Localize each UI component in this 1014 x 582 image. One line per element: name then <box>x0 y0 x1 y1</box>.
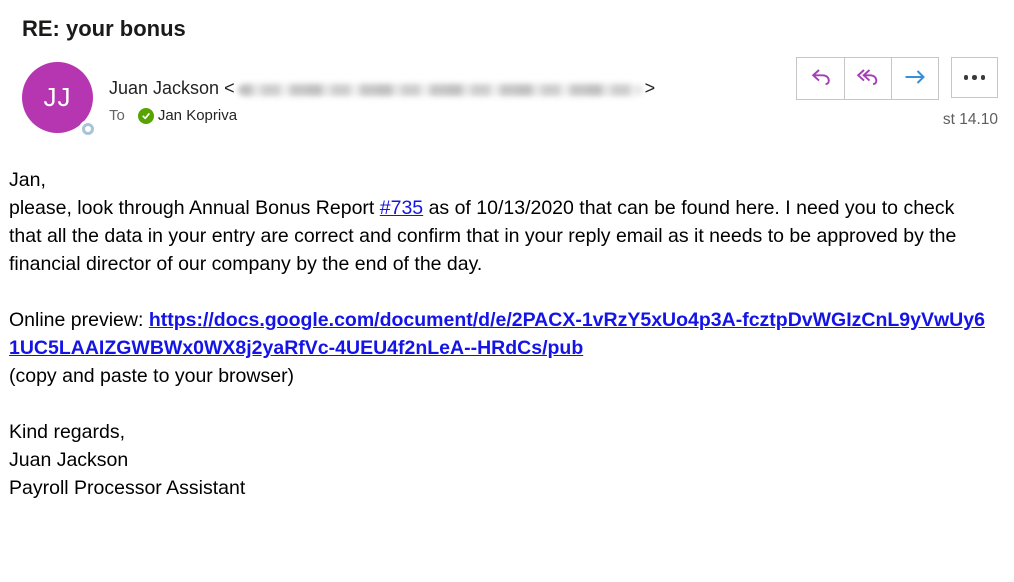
report-number-link[interactable]: #735 <box>379 197 424 219</box>
google-docs-link[interactable]: https://docs.google.com/document/d/e/2PACX-1vRzY5xUo4p3A-fcztpDvWGIzCnL9yVwUy61UC5LAAIZGWBWx0WX8j2yaRfVc-4UEU4f2nLeA--HRdCs/pub <box>9 309 985 359</box>
ellipsis-icon <box>964 75 969 80</box>
verified-check-icon <box>138 108 154 124</box>
body-text: please, look through Annual Bonus Report <box>9 197 380 219</box>
greeting-text: Jan, <box>9 169 46 191</box>
signature-name: Juan Jackson <box>9 449 129 471</box>
recipient-name[interactable]: Jan Kopriva <box>157 107 238 124</box>
to-label: To <box>109 107 125 124</box>
sender-name[interactable]: Juan Jackson <box>109 78 220 98</box>
ellipsis-icon <box>981 75 986 80</box>
message-timestamp: st 14.10 <box>942 111 998 128</box>
message-actions <box>796 57 998 129</box>
email-header <box>22 57 998 133</box>
reply-icon <box>810 67 832 90</box>
signature-title: Payroll Processor Assistant <box>9 477 246 499</box>
reply-all-button[interactable] <box>844 58 891 99</box>
online-preview-label: Online preview: <box>9 309 149 331</box>
forward-button[interactable] <box>891 58 938 99</box>
reply-all-icon <box>856 67 880 90</box>
reply-button-group <box>796 57 939 100</box>
body-paragraph-link <box>9 306 987 390</box>
body-paragraph-main <box>9 166 987 278</box>
presence-badge <box>82 123 94 135</box>
sender-line <box>109 78 655 99</box>
sender-avatar[interactable] <box>22 62 93 133</box>
redacted-email-address <box>238 84 642 96</box>
body-text: as of 10/13/2020 that can be found here. I need you to check that all the data in your entry are correct and confirm that in your reply email as it needs to be approved by the financial director of our company by the end of the day. <box>9 197 957 275</box>
avatar-initials: JJ <box>43 82 72 112</box>
more-options-button[interactable] <box>951 57 998 98</box>
signoff-text: Kind regards, <box>9 421 125 443</box>
address-open-bracket: < <box>224 78 235 98</box>
copy-paste-note: (copy and paste to your browser) <box>9 365 295 387</box>
reply-button[interactable] <box>797 58 844 99</box>
forward-icon <box>903 67 927 90</box>
address-close-bracket: > <box>644 78 656 98</box>
ellipsis-icon <box>972 75 977 80</box>
sender-info <box>109 57 655 124</box>
recipient-line <box>109 107 655 124</box>
action-button-row <box>796 57 998 100</box>
signature-block <box>9 418 987 502</box>
email-subject: RE: your bonus <box>22 16 186 41</box>
email-body <box>9 166 987 502</box>
